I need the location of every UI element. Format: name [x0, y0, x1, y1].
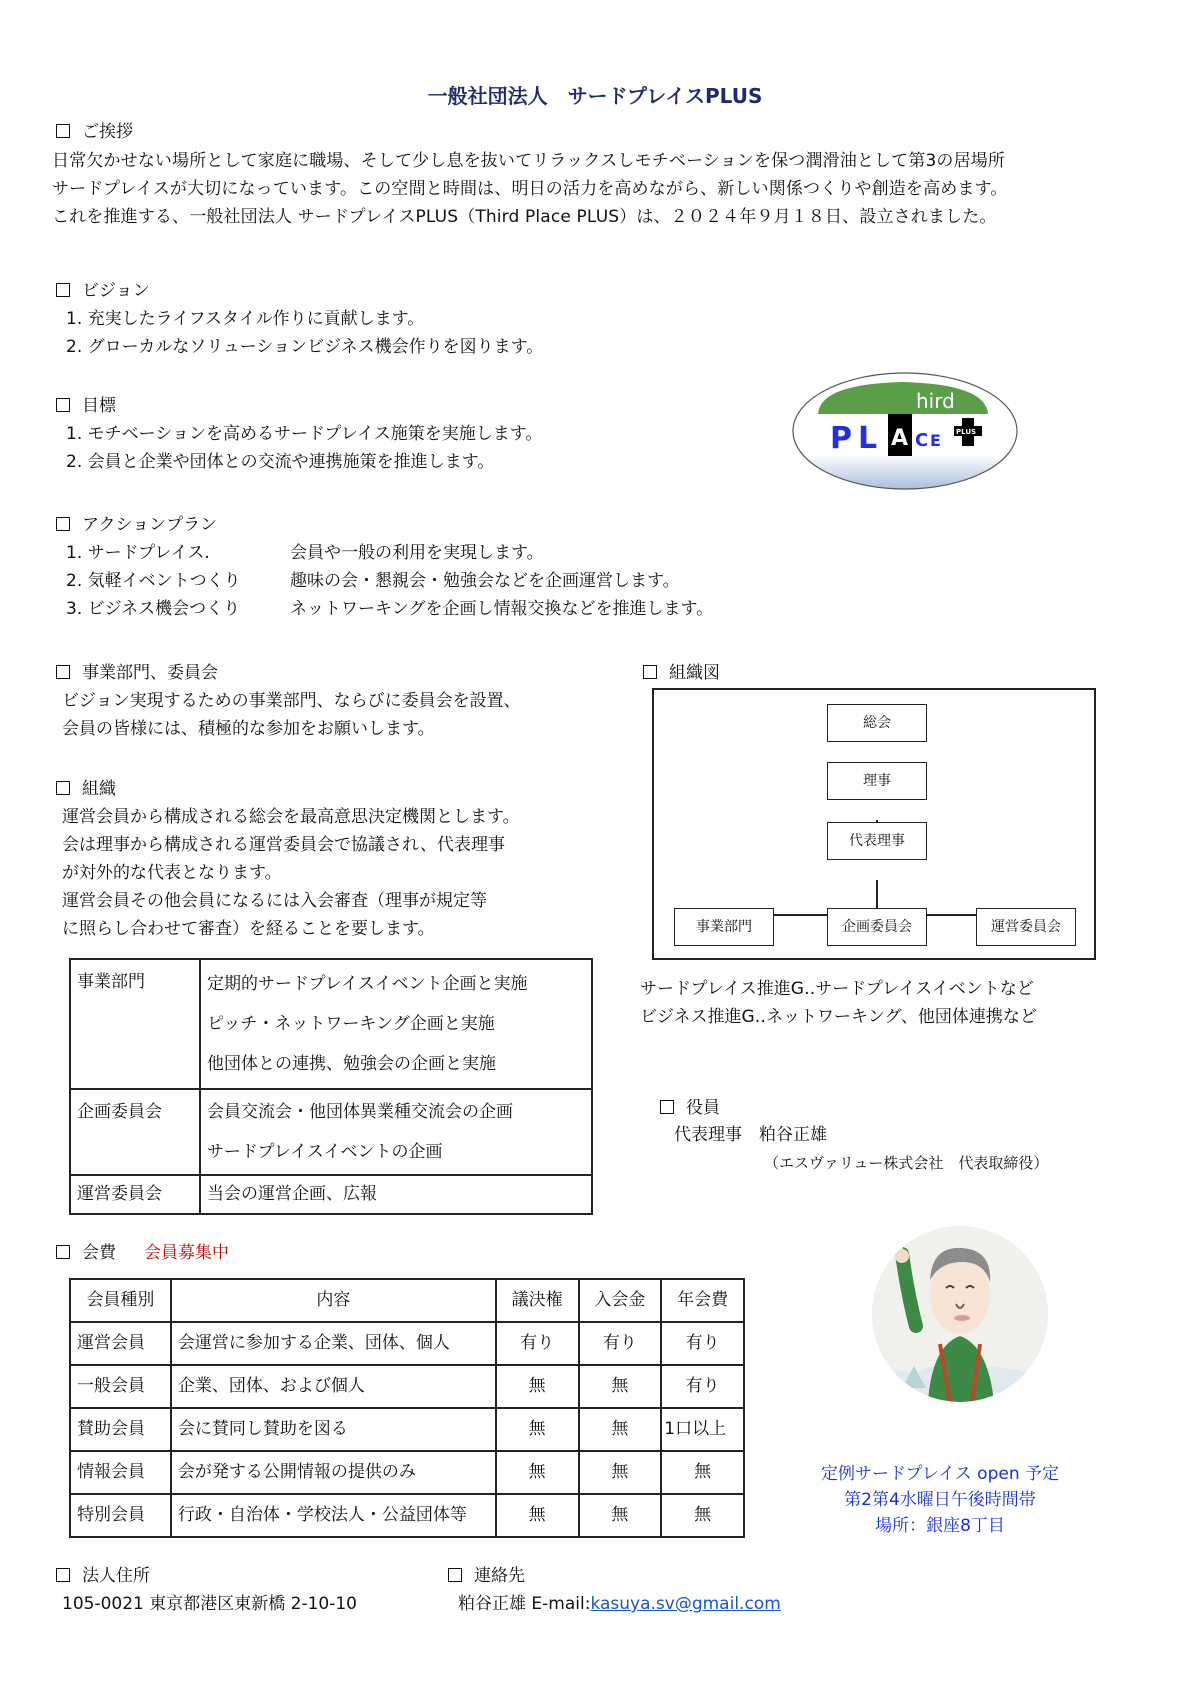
member-type-cell: 賛助会員 — [70, 1408, 171, 1451]
officers-heading-text: 役員 — [686, 1098, 720, 1118]
action-plan-heading — [56, 517, 217, 534]
member-flag-cell: 無 — [496, 1451, 579, 1494]
dept-item: 会員交流会・他団体異業種交流会の企画 — [207, 1102, 513, 1122]
organization-line-2: 会は理事から構成される運営委員会で協議され、代表理事 — [62, 835, 506, 855]
recruiting-label: 会員募集中 — [144, 1243, 229, 1263]
dept-name-cell: 事業部門 — [70, 959, 200, 1089]
vision-heading-text: ビジョン — [82, 281, 150, 301]
event-line-3: 場所：銀座8丁目 — [875, 1516, 1005, 1536]
checkbox-square-icon — [643, 665, 657, 679]
contact-name: 粕谷正雄 E-mail: — [458, 1594, 591, 1614]
org-chart — [652, 688, 1096, 960]
checkbox-square-icon — [56, 1245, 70, 1259]
organization-heading-text: 組織 — [82, 779, 116, 799]
column-header: 内容 — [171, 1279, 496, 1322]
logo-letter-c: C — [915, 430, 929, 451]
org-note-2: ビジネス推進G‥ネットワーキング、他団体連携など — [640, 1007, 1037, 1027]
org-box-representative-director: 代表理事 — [827, 822, 927, 860]
member-type-cell: 情報会員 — [70, 1451, 171, 1494]
member-flag-cell: 1口以上 — [661, 1408, 744, 1451]
logo-letter-e: E — [930, 431, 941, 450]
org-box-operating-committee: 運営委員会 — [976, 908, 1076, 946]
organization-line-4: 運営会員その他会員になるには入会審査（理事が規定等 — [62, 891, 487, 911]
checkbox-square-icon — [56, 1568, 70, 1582]
greeting-line-3: これを推進する、一般社団法人 サードプレイスPLUS（Third Place PLUS）は、２０２４年９月１８日、設立されました。 — [52, 207, 997, 227]
member-desc-cell: 行政・自治体・学校法人・公益団体等 — [171, 1494, 496, 1537]
event-line-1: 定例サードプレイス open 予定 — [820, 1464, 1060, 1484]
member-flag-cell: 無 — [579, 1451, 662, 1494]
organization-line-1: 運営会員から構成される総会を最高意思決定機関とします。 — [62, 807, 520, 827]
member-flag-cell: 有り — [661, 1322, 744, 1365]
action-item-3-label: 3. ビジネス機会つくり — [66, 599, 241, 619]
logo-letter-l: L — [858, 421, 878, 456]
member-type-cell: 特別会員 — [70, 1494, 171, 1537]
member-flag-cell: 有り — [579, 1322, 662, 1365]
representative-caricature-avatar — [872, 1226, 1048, 1402]
checkbox-square-icon — [56, 781, 70, 795]
dept-name-cell: 企画委員会 — [70, 1089, 200, 1175]
officer-affiliation: （エスヴァリュー株式会社 代表取締役） — [764, 1154, 1049, 1172]
table-header-row — [70, 1279, 744, 1322]
checkbox-square-icon — [56, 665, 70, 679]
member-flag-cell: 無 — [579, 1408, 662, 1451]
checkbox-square-icon — [56, 283, 70, 297]
org-chart-heading-text: 組織図 — [669, 663, 720, 683]
officers-heading — [660, 1100, 720, 1117]
table-row — [70, 1365, 744, 1408]
column-header: 年会費 — [661, 1279, 744, 1322]
table-row — [70, 1408, 744, 1451]
member-desc-cell: 会が発する公開情報の提供のみ — [171, 1451, 496, 1494]
action-plan-heading-text: アクションプラン — [82, 515, 218, 535]
departments-line-2: 会員の皆様には、積極的な参加をお願いします。 — [62, 719, 435, 739]
member-flag-cell: 無 — [496, 1365, 579, 1408]
member-type-cell: 一般会員 — [70, 1365, 171, 1408]
table-row — [70, 1494, 744, 1537]
greeting-heading-text: ご挨拶 — [82, 122, 133, 142]
greeting-line-1: 日常欠かせない場所として家庭に職場、そして少し息を抜いてリラックスしモチベーションを保つ潤滑油として第3の居場所 — [52, 151, 1006, 171]
member-flag-cell: 無 — [579, 1365, 662, 1408]
org-note-1: サードプレイス推進G‥サードプレイスイベントなど — [640, 979, 1034, 999]
greeting-line-2: サードプレイスが大切になっています。この空間と時間は、明日の活力を高めながら、新しい関係つくりや創造を高めます。 — [52, 179, 1008, 199]
dept-items-cell — [200, 959, 592, 1089]
dept-item: 他団体との連携、勉強会の企画と実施 — [207, 1054, 496, 1074]
dept-item: サードプレイスイベントの企画 — [207, 1142, 443, 1162]
goals-heading — [56, 398, 116, 415]
org-box-directors: 理事 — [827, 762, 927, 800]
checkbox-square-icon — [56, 398, 70, 412]
table-row — [70, 959, 592, 1089]
table-row — [70, 1175, 592, 1214]
address-heading — [56, 1568, 150, 1585]
officer-role-name: 代表理事 粕谷正雄 — [674, 1125, 827, 1145]
org-box-business-dept: 事業部門 — [674, 908, 774, 946]
contact-line — [458, 1596, 781, 1613]
logo-plus-label: PLUS — [956, 428, 977, 436]
dept-item: ピッチ・ネットワーキング企画と実施 — [207, 1014, 495, 1034]
dept-items-cell — [200, 1089, 592, 1175]
organization-line-5: に照らし合わせて審査）を経ることを要します。 — [62, 919, 435, 939]
logo-word-hird: hird — [916, 389, 955, 413]
checkbox-square-icon — [448, 1568, 462, 1582]
contact-heading-text: 連絡先 — [474, 1566, 525, 1586]
goals-item-2: 2. 会員と企業や団体との交流や連携施策を推進します。 — [66, 452, 495, 472]
table-row — [70, 1089, 592, 1175]
table-row — [70, 1322, 744, 1365]
departments-line-1: ビジョン実現するための事業部門、ならびに委員会を設置、 — [62, 691, 521, 711]
member-flag-cell: 無 — [579, 1494, 662, 1537]
fees-heading-text: 会費 — [82, 1243, 116, 1263]
departments-heading-text: 事業部門、委員会 — [82, 663, 218, 683]
action-item-2-label: 2. 気軽イベントつくり — [66, 571, 241, 591]
fee-table — [69, 1278, 745, 1538]
departments-heading — [56, 665, 218, 682]
contact-heading — [448, 1568, 525, 1585]
action-item-1-label: 1. サードプレイス. — [66, 543, 210, 563]
vision-heading — [56, 283, 150, 300]
column-header: 議決権 — [496, 1279, 579, 1322]
checkbox-square-icon — [56, 124, 70, 138]
goals-heading-text: 目標 — [82, 396, 116, 416]
third-place-plus-logo — [790, 370, 1020, 492]
member-type-cell: 運営会員 — [70, 1322, 171, 1365]
member-desc-cell: 会運営に参加する企業、団体、個人 — [171, 1322, 496, 1365]
logo-letter-p: P — [830, 421, 852, 456]
member-flag-cell: 無 — [661, 1451, 744, 1494]
member-flag-cell: 無 — [496, 1408, 579, 1451]
vision-item-1: 1. 充実したライフスタイル作りに貢献します。 — [66, 309, 425, 329]
organization-line-3: が対外的な代表となります。 — [62, 863, 282, 883]
logo-letter-a: A — [891, 426, 909, 451]
address-value: 105-0021 東京都港区東新橋 2-10-10 — [62, 1594, 358, 1614]
checkbox-square-icon — [56, 517, 70, 531]
page-title: 一般社団法人 サードプレイスPLUS — [427, 84, 763, 108]
fees-heading — [56, 1245, 229, 1262]
event-line-2: 第2第4水曜日午後時間帯 — [844, 1490, 1036, 1510]
action-item-2-desc: 趣味の会・懇親会・勉強会などを企画運営します。 — [290, 571, 680, 591]
column-header: 入会金 — [579, 1279, 662, 1322]
goals-item-1: 1. モチベーションを高めるサードプレイス施策を実施します。 — [66, 424, 543, 444]
dept-name-cell: 運営委員会 — [70, 1175, 200, 1214]
member-desc-cell: 企業、団体、および個人 — [171, 1365, 496, 1408]
checkbox-square-icon — [660, 1100, 674, 1114]
action-item-1-desc: 会員や一般の利用を実現します。 — [290, 543, 544, 563]
address-heading-text: 法人住所 — [82, 1566, 150, 1586]
member-flag-cell: 有り — [661, 1365, 744, 1408]
department-table — [69, 958, 593, 1215]
table-row — [70, 1451, 744, 1494]
member-flag-cell: 無 — [661, 1494, 744, 1537]
dept-item: 当会の運営企画、広報 — [207, 1184, 377, 1204]
member-flag-cell: 無 — [496, 1494, 579, 1537]
member-flag-cell: 有り — [496, 1322, 579, 1365]
vision-item-2: 2. グローカルなソリューションビジネス機会作りを図ります。 — [66, 337, 544, 357]
organization-heading — [56, 781, 116, 798]
column-header: 会員種別 — [70, 1279, 171, 1322]
org-box-planning-committee: 企画委員会 — [827, 908, 927, 946]
contact-email-link[interactable]: kasuya.sv@gmail.com — [590, 1594, 781, 1614]
greeting-heading — [56, 124, 133, 141]
member-desc-cell: 会に賛同し賛助を図る — [171, 1408, 496, 1451]
action-item-3-desc: ネットワーキングを企画し情報交換などを推進します。 — [290, 599, 714, 619]
dept-items-cell — [200, 1175, 592, 1214]
org-chart-heading — [643, 665, 720, 682]
dept-item: 定期的サードプレイスイベント企画と実施 — [207, 974, 528, 994]
org-box-general-assembly: 総会 — [827, 704, 927, 742]
